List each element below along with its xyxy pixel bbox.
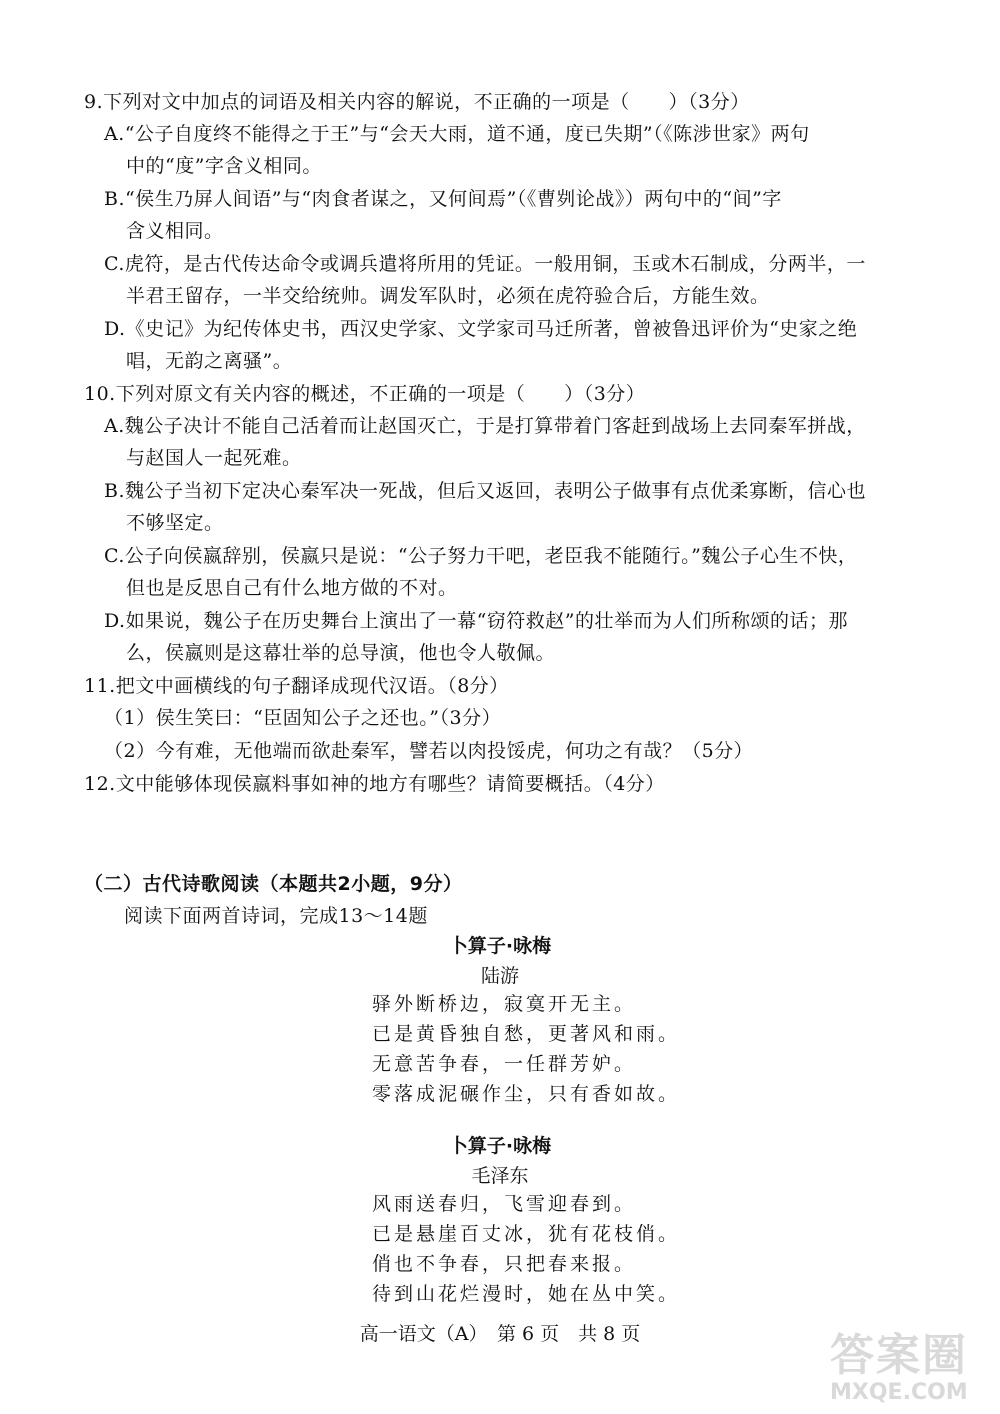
- poem1-line: 无意苦争春，一任群芳妒。: [372, 1053, 637, 1075]
- q9-option-b: B.“侯生乃屏人间语”与“肉食者谋之，又何间焉”（《曹刿论战》）两句中的“间”字: [104, 188, 782, 210]
- watermark-url: MXQE.COM: [830, 1380, 968, 1405]
- watermark-text: 答案圈: [830, 1330, 968, 1381]
- poem1-line: 零落成泥碾作尘，只有香如故。: [372, 1083, 681, 1105]
- q9-option-d-cont: 唱，无韵之离骚”。: [126, 350, 293, 372]
- q9-option-c: C.虎符，是古代传达命令或调兵遣将所用的凭证。一般用铜，玉或木石制成，分两半，一: [104, 253, 866, 275]
- poem1-author: 陆游: [480, 965, 519, 987]
- q10-option-b-cont: 不够坚定。: [126, 512, 224, 534]
- q10-option-a: A.魏公子决计不能自己活着而让赵国灭亡，于是打算带着门客赶到战场上去同秦军拼战，: [104, 415, 866, 437]
- q10-stem: 10.下列对原文有关内容的概述，不正确的一项是（ ）（3分）: [84, 383, 646, 405]
- poem2-line: 风雨送春归，飞雪迎春到。: [372, 1193, 637, 1215]
- section-heading: （二）古代诗歌阅读（本题共2小题，9分）: [84, 873, 463, 895]
- q9-option-b-cont: 含义相同。: [126, 220, 224, 242]
- poem1-line: 已是黄昏独自愁，更著风和雨。: [372, 1023, 681, 1045]
- q10-option-d: D.如果说，魏公子在历史舞台上演出了一幕“窃符救赵”的壮举而为人们所称颂的话；那: [104, 610, 849, 632]
- q9-option-c-cont: 半君王留存，一半交给统帅。调发军队时，必须在虎符验合后，方能生效。: [126, 285, 770, 307]
- poem1-title: 卜算子·咏梅: [448, 935, 552, 957]
- poem2-line: 俏也不争春，只把春来报。: [372, 1253, 637, 1275]
- q12-stem: 12.文中能够体现侯嬴料事如神的地方有哪些？请简要概括。（4分）: [84, 773, 665, 795]
- q11-stem: 11.把文中画横线的句子翻译成现代汉语。（8分）: [84, 675, 509, 697]
- q9-stem: 9.下列对文中加点的词语及相关内容的解说，不正确的一项是（ ）（3分）: [84, 91, 750, 113]
- poem2-author: 毛泽东: [471, 1165, 529, 1187]
- q9-option-a-cont: 中的“度”字含义相同。: [126, 155, 322, 177]
- watermark-logo: [830, 1332, 970, 1408]
- poem2-title: 卜算子·咏梅: [448, 1135, 552, 1157]
- q11-sub-1: （1）侯生笑曰：“臣固知公子之还也。”（3分）: [104, 707, 502, 729]
- q9-option-a: A.“公子自度终不能得之于王”与“会天大雨，道不通，度已失期”（《陈涉世家》两句: [104, 123, 810, 145]
- page-footer: 高一语文（A） 第 6 页 共 8 页: [359, 1323, 641, 1345]
- q9-option-d: D.《史记》为纪传体史书，西汉史学家、文学家司马迁所著，曾被鲁迅评价为“史家之绝: [104, 318, 858, 340]
- q11-sub-2: （2）今有难，无他端而欲赴秦军，譬若以肉投馁虎，何功之有哉？（5分）: [104, 740, 754, 762]
- section-intro: 阅读下面两首诗词，完成13～14题: [124, 905, 428, 927]
- q10-option-d-cont: 么，侯嬴则是这幕壮举的总导演，他也令人敬佩。: [126, 642, 556, 664]
- poem2-line: 待到山花烂漫时，她在丛中笑。: [372, 1283, 681, 1305]
- poem1-line: 驿外断桥边，寂寞开无主。: [372, 993, 637, 1015]
- poem2-line: 已是悬崖百丈冰，犹有花枝俏。: [372, 1223, 681, 1245]
- q10-option-c-cont: 但也是反思自己有什么地方做的不对。: [126, 577, 458, 599]
- q10-option-a-cont: 与赵国人一起死难。: [126, 447, 302, 469]
- q10-option-b: B.魏公子当初下定决心秦军决一死战，但后又返回，表明公子做事有点优柔寡断，信心也: [104, 480, 867, 502]
- q10-option-c: C.公子向侯嬴辞别，侯嬴只是说：“公子努力干吧，老臣我不能随行。”魏公子心生不快，: [104, 545, 858, 567]
